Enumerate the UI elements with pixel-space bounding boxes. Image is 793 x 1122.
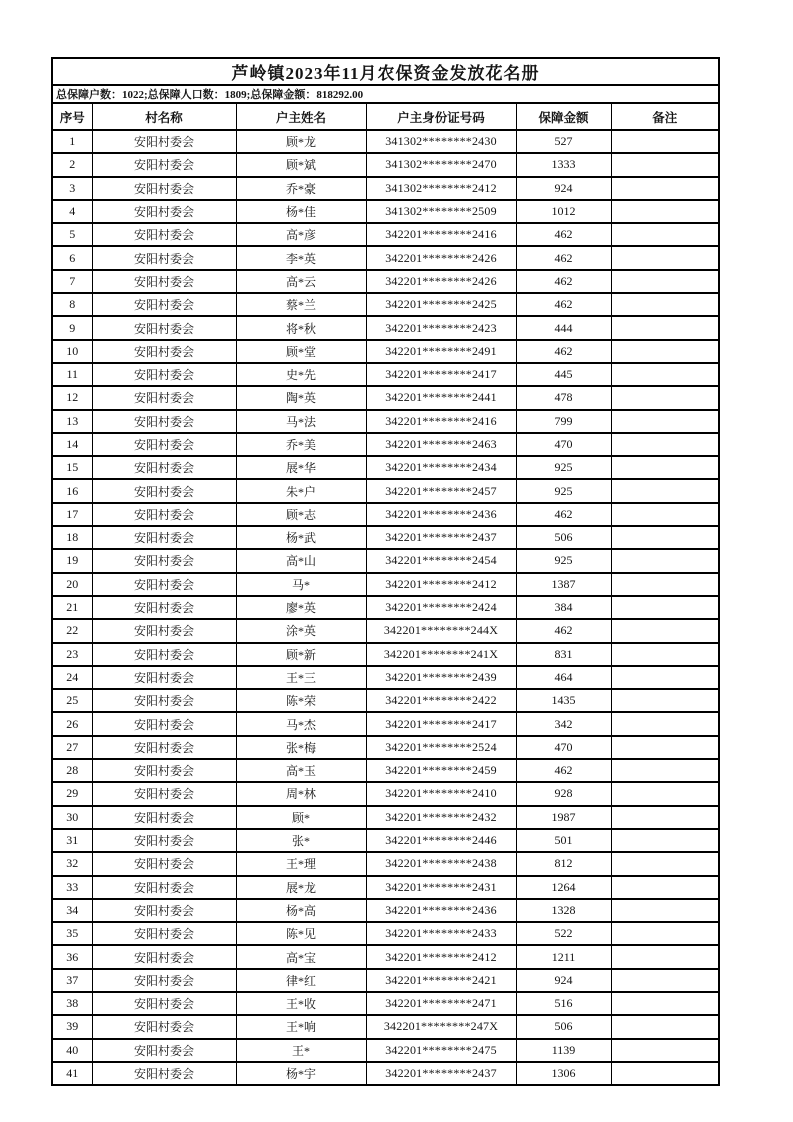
table-row xyxy=(52,386,719,409)
cell-amount: 522 xyxy=(516,922,611,945)
cell-name: 王*三 xyxy=(236,666,366,689)
header-id: 户主身份证号码 xyxy=(366,103,516,130)
table-row xyxy=(52,689,719,712)
cell-name: 顾*斌 xyxy=(236,153,366,176)
cell-village: 安阳村委会 xyxy=(92,246,236,269)
cell-amount: 478 xyxy=(516,386,611,409)
cell-remark xyxy=(611,945,719,968)
cell-amount: 462 xyxy=(516,759,611,782)
cell-remark xyxy=(611,153,719,176)
cell-id: 342201********2439 xyxy=(366,666,516,689)
cell-seq: 29 xyxy=(52,782,92,805)
cell-seq: 36 xyxy=(52,945,92,968)
cell-remark xyxy=(611,363,719,386)
cell-remark xyxy=(611,992,719,1015)
cell-village: 安阳村委会 xyxy=(92,992,236,1015)
cell-seq: 20 xyxy=(52,573,92,596)
table-row xyxy=(52,130,719,153)
table-row xyxy=(52,736,719,759)
cell-remark xyxy=(611,316,719,339)
cell-seq: 37 xyxy=(52,969,92,992)
cell-remark xyxy=(611,829,719,852)
cell-amount: 924 xyxy=(516,177,611,200)
cell-amount: 1139 xyxy=(516,1039,611,1062)
table-row xyxy=(52,596,719,619)
cell-amount: 812 xyxy=(516,852,611,875)
cell-village: 安阳村委会 xyxy=(92,386,236,409)
table-row xyxy=(52,1062,719,1085)
table-row xyxy=(52,1039,719,1062)
cell-name: 陶*英 xyxy=(236,386,366,409)
cell-name: 陈*见 xyxy=(236,922,366,945)
cell-village: 安阳村委会 xyxy=(92,456,236,479)
cell-village: 安阳村委会 xyxy=(92,759,236,782)
cell-remark xyxy=(611,549,719,572)
cell-seq: 11 xyxy=(52,363,92,386)
cell-amount: 462 xyxy=(516,270,611,293)
cell-id: 342201********2434 xyxy=(366,456,516,479)
table-row xyxy=(52,829,719,852)
cell-amount: 928 xyxy=(516,782,611,805)
cell-village: 安阳村委会 xyxy=(92,969,236,992)
cell-village: 安阳村委会 xyxy=(92,712,236,735)
cell-name: 高*山 xyxy=(236,549,366,572)
cell-name: 展*华 xyxy=(236,456,366,479)
cell-village: 安阳村委会 xyxy=(92,1015,236,1038)
cell-id: 342201********2437 xyxy=(366,526,516,549)
cell-remark xyxy=(611,666,719,689)
cell-amount: 1012 xyxy=(516,200,611,223)
table-row xyxy=(52,1015,719,1038)
cell-id: 342201********2426 xyxy=(366,270,516,293)
cell-name: 杨*佳 xyxy=(236,200,366,223)
cell-amount: 445 xyxy=(516,363,611,386)
cell-seq: 21 xyxy=(52,596,92,619)
cell-remark xyxy=(611,619,719,642)
cell-remark xyxy=(611,712,719,735)
cell-name: 杨*宇 xyxy=(236,1062,366,1085)
cell-name: 王*收 xyxy=(236,992,366,1015)
cell-id: 342201********2426 xyxy=(366,246,516,269)
cell-seq: 4 xyxy=(52,200,92,223)
cell-id: 342201********2437 xyxy=(366,1062,516,1085)
header-name: 户主姓名 xyxy=(236,103,366,130)
cell-seq: 19 xyxy=(52,549,92,572)
cell-id: 342201********2491 xyxy=(366,340,516,363)
cell-amount: 462 xyxy=(516,503,611,526)
cell-name: 高*彦 xyxy=(236,223,366,246)
cell-amount: 924 xyxy=(516,969,611,992)
cell-remark xyxy=(611,200,719,223)
cell-amount: 1306 xyxy=(516,1062,611,1085)
cell-id: 342201********2436 xyxy=(366,503,516,526)
cell-amount: 516 xyxy=(516,992,611,1015)
cell-amount: 1328 xyxy=(516,899,611,922)
cell-name: 顾*新 xyxy=(236,643,366,666)
cell-id: 342201********2416 xyxy=(366,223,516,246)
cell-id: 342201********2432 xyxy=(366,806,516,829)
cell-name: 马*法 xyxy=(236,410,366,433)
cell-id: 342201********247X xyxy=(366,1015,516,1038)
cell-village: 安阳村委会 xyxy=(92,410,236,433)
cell-amount: 527 xyxy=(516,130,611,153)
cell-village: 安阳村委会 xyxy=(92,806,236,829)
cell-id: 342201********2412 xyxy=(366,945,516,968)
header-village: 村名称 xyxy=(92,103,236,130)
table-row xyxy=(52,666,719,689)
cell-seq: 6 xyxy=(52,246,92,269)
cell-remark xyxy=(611,643,719,666)
cell-amount: 342 xyxy=(516,712,611,735)
cell-id: 342201********2446 xyxy=(366,829,516,852)
cell-village: 安阳村委会 xyxy=(92,945,236,968)
cell-amount: 462 xyxy=(516,223,611,246)
cell-name: 涂*英 xyxy=(236,619,366,642)
table-row xyxy=(52,433,719,456)
cell-seq: 14 xyxy=(52,433,92,456)
table-row xyxy=(52,526,719,549)
cell-seq: 34 xyxy=(52,899,92,922)
cell-id: 342201********244X xyxy=(366,619,516,642)
cell-amount: 1387 xyxy=(516,573,611,596)
cell-amount: 799 xyxy=(516,410,611,433)
cell-seq: 27 xyxy=(52,736,92,759)
cell-remark xyxy=(611,899,719,922)
cell-remark xyxy=(611,806,719,829)
cell-village: 安阳村委会 xyxy=(92,340,236,363)
cell-village: 安阳村委会 xyxy=(92,223,236,246)
cell-amount: 925 xyxy=(516,479,611,502)
table-row xyxy=(52,293,719,316)
cell-village: 安阳村委会 xyxy=(92,177,236,200)
cell-name: 顾*堂 xyxy=(236,340,366,363)
table-row xyxy=(52,782,719,805)
table-row xyxy=(52,410,719,433)
cell-seq: 40 xyxy=(52,1039,92,1062)
cell-amount: 925 xyxy=(516,456,611,479)
cell-remark xyxy=(611,736,719,759)
table-row xyxy=(52,316,719,339)
cell-id: 342201********2416 xyxy=(366,410,516,433)
cell-name: 周*林 xyxy=(236,782,366,805)
cell-name: 顾* xyxy=(236,806,366,829)
cell-remark xyxy=(611,177,719,200)
cell-seq: 17 xyxy=(52,503,92,526)
cell-village: 安阳村委会 xyxy=(92,666,236,689)
cell-name: 王*响 xyxy=(236,1015,366,1038)
table-row xyxy=(52,945,719,968)
cell-village: 安阳村委会 xyxy=(92,200,236,223)
cell-amount: 831 xyxy=(516,643,611,666)
cell-amount: 506 xyxy=(516,1015,611,1038)
cell-name: 廖*英 xyxy=(236,596,366,619)
cell-remark xyxy=(611,246,719,269)
cell-seq: 38 xyxy=(52,992,92,1015)
cell-name: 马*杰 xyxy=(236,712,366,735)
cell-name: 陈*荣 xyxy=(236,689,366,712)
cell-remark xyxy=(611,410,719,433)
cell-village: 安阳村委会 xyxy=(92,1039,236,1062)
cell-amount: 925 xyxy=(516,549,611,572)
cell-id: 342201********2441 xyxy=(366,386,516,409)
table-row xyxy=(52,992,719,1015)
cell-remark xyxy=(611,130,719,153)
cell-seq: 1 xyxy=(52,130,92,153)
cell-seq: 9 xyxy=(52,316,92,339)
cell-remark xyxy=(611,293,719,316)
cell-seq: 3 xyxy=(52,177,92,200)
cell-id: 342201********2425 xyxy=(366,293,516,316)
cell-id: 342201********2421 xyxy=(366,969,516,992)
cell-village: 安阳村委会 xyxy=(92,643,236,666)
cell-village: 安阳村委会 xyxy=(92,899,236,922)
cell-village: 安阳村委会 xyxy=(92,736,236,759)
header-amount: 保障金额 xyxy=(516,103,611,130)
cell-name: 律*红 xyxy=(236,969,366,992)
cell-village: 安阳村委会 xyxy=(92,270,236,293)
cell-amount: 506 xyxy=(516,526,611,549)
cell-remark xyxy=(611,573,719,596)
cell-remark xyxy=(611,759,719,782)
table-row xyxy=(52,340,719,363)
cell-remark xyxy=(611,526,719,549)
cell-seq: 18 xyxy=(52,526,92,549)
cell-remark xyxy=(611,223,719,246)
cell-id: 341302********2430 xyxy=(366,130,516,153)
cell-village: 安阳村委会 xyxy=(92,503,236,526)
cell-amount: 462 xyxy=(516,340,611,363)
cell-remark xyxy=(611,969,719,992)
cell-id: 342201********2454 xyxy=(366,549,516,572)
cell-name: 展*龙 xyxy=(236,876,366,899)
table-row xyxy=(52,852,719,875)
title-row xyxy=(52,58,719,85)
roster-table xyxy=(51,57,720,1086)
cell-id: 341302********2412 xyxy=(366,177,516,200)
cell-name: 张*梅 xyxy=(236,736,366,759)
cell-name: 杨*高 xyxy=(236,899,366,922)
cell-name: 高*宝 xyxy=(236,945,366,968)
cell-amount: 470 xyxy=(516,433,611,456)
table-row xyxy=(52,153,719,176)
cell-seq: 8 xyxy=(52,293,92,316)
cell-id: 342201********2417 xyxy=(366,712,516,735)
cell-id: 342201********2423 xyxy=(366,316,516,339)
cell-village: 安阳村委会 xyxy=(92,153,236,176)
table-row xyxy=(52,479,719,502)
table-row xyxy=(52,456,719,479)
cell-name: 乔*美 xyxy=(236,433,366,456)
cell-seq: 2 xyxy=(52,153,92,176)
cell-amount: 464 xyxy=(516,666,611,689)
cell-village: 安阳村委会 xyxy=(92,316,236,339)
cell-seq: 28 xyxy=(52,759,92,782)
cell-remark xyxy=(611,1039,719,1062)
cell-name: 王*理 xyxy=(236,852,366,875)
cell-seq: 31 xyxy=(52,829,92,852)
cell-amount: 1211 xyxy=(516,945,611,968)
cell-amount: 470 xyxy=(516,736,611,759)
cell-remark xyxy=(611,433,719,456)
cell-amount: 462 xyxy=(516,246,611,269)
table-row xyxy=(52,177,719,200)
cell-id: 341302********2509 xyxy=(366,200,516,223)
cell-name: 高*云 xyxy=(236,270,366,293)
cell-seq: 39 xyxy=(52,1015,92,1038)
cell-id: 342201********2459 xyxy=(366,759,516,782)
cell-id: 342201********2433 xyxy=(366,922,516,945)
cell-remark xyxy=(611,876,719,899)
cell-village: 安阳村委会 xyxy=(92,1062,236,1085)
page-title: 芦岭镇2023年11月农保资金发放花名册 xyxy=(52,58,719,85)
cell-seq: 26 xyxy=(52,712,92,735)
cell-id: 342201********2463 xyxy=(366,433,516,456)
cell-village: 安阳村委会 xyxy=(92,526,236,549)
cell-seq: 12 xyxy=(52,386,92,409)
table-row xyxy=(52,969,719,992)
cell-village: 安阳村委会 xyxy=(92,293,236,316)
cell-name: 马* xyxy=(236,573,366,596)
cell-id: 342201********2412 xyxy=(366,573,516,596)
table-row xyxy=(52,899,719,922)
cell-name: 高*玉 xyxy=(236,759,366,782)
cell-name: 朱*户 xyxy=(236,479,366,502)
cell-remark xyxy=(611,340,719,363)
cell-id: 342201********2410 xyxy=(366,782,516,805)
table-row xyxy=(52,549,719,572)
cell-village: 安阳村委会 xyxy=(92,876,236,899)
cell-village: 安阳村委会 xyxy=(92,573,236,596)
cell-village: 安阳村委会 xyxy=(92,782,236,805)
table-row xyxy=(52,806,719,829)
cell-amount: 384 xyxy=(516,596,611,619)
cell-seq: 22 xyxy=(52,619,92,642)
cell-remark xyxy=(611,689,719,712)
cell-id: 341302********2470 xyxy=(366,153,516,176)
cell-amount: 444 xyxy=(516,316,611,339)
cell-village: 安阳村委会 xyxy=(92,479,236,502)
cell-remark xyxy=(611,922,719,945)
cell-village: 安阳村委会 xyxy=(92,363,236,386)
table-row xyxy=(52,363,719,386)
cell-amount: 462 xyxy=(516,293,611,316)
table-row xyxy=(52,223,719,246)
table-row xyxy=(52,712,719,735)
cell-id: 342201********2438 xyxy=(366,852,516,875)
cell-name: 蔡*兰 xyxy=(236,293,366,316)
cell-seq: 24 xyxy=(52,666,92,689)
cell-village: 安阳村委会 xyxy=(92,549,236,572)
summary-row xyxy=(52,85,719,103)
cell-id: 342201********2471 xyxy=(366,992,516,1015)
cell-remark xyxy=(611,596,719,619)
cell-name: 顾*志 xyxy=(236,503,366,526)
table-row xyxy=(52,246,719,269)
cell-village: 安阳村委会 xyxy=(92,689,236,712)
cell-name: 王* xyxy=(236,1039,366,1062)
cell-seq: 25 xyxy=(52,689,92,712)
cell-remark xyxy=(611,386,719,409)
table-row xyxy=(52,643,719,666)
cell-seq: 32 xyxy=(52,852,92,875)
cell-id: 342201********2417 xyxy=(366,363,516,386)
header-seq: 序号 xyxy=(52,103,92,130)
cell-amount: 1987 xyxy=(516,806,611,829)
cell-name: 李*英 xyxy=(236,246,366,269)
cell-name: 将*秋 xyxy=(236,316,366,339)
cell-name: 顾*龙 xyxy=(236,130,366,153)
cell-id: 342201********2431 xyxy=(366,876,516,899)
cell-id: 342201********2424 xyxy=(366,596,516,619)
table-row xyxy=(52,573,719,596)
cell-remark xyxy=(611,479,719,502)
cell-remark xyxy=(611,782,719,805)
cell-seq: 15 xyxy=(52,456,92,479)
cell-village: 安阳村委会 xyxy=(92,433,236,456)
cell-amount: 1435 xyxy=(516,689,611,712)
cell-seq: 13 xyxy=(52,410,92,433)
cell-id: 342201********241X xyxy=(366,643,516,666)
cell-remark xyxy=(611,852,719,875)
summary-totals: 总保障户数：1022;总保障人口数：1809;总保障金额：818292.00 xyxy=(52,85,719,103)
cell-seq: 30 xyxy=(52,806,92,829)
cell-seq: 5 xyxy=(52,223,92,246)
cell-village: 安阳村委会 xyxy=(92,829,236,852)
cell-village: 安阳村委会 xyxy=(92,130,236,153)
table-row xyxy=(52,270,719,293)
cell-name: 史*先 xyxy=(236,363,366,386)
cell-id: 342201********2457 xyxy=(366,479,516,502)
header-remark: 备注 xyxy=(611,103,719,130)
table-row xyxy=(52,200,719,223)
cell-village: 安阳村委会 xyxy=(92,852,236,875)
cell-seq: 16 xyxy=(52,479,92,502)
cell-seq: 10 xyxy=(52,340,92,363)
table-row xyxy=(52,876,719,899)
cell-seq: 7 xyxy=(52,270,92,293)
cell-id: 342201********2422 xyxy=(366,689,516,712)
cell-id: 342201********2436 xyxy=(366,899,516,922)
cell-village: 安阳村委会 xyxy=(92,619,236,642)
cell-amount: 501 xyxy=(516,829,611,852)
cell-amount: 462 xyxy=(516,619,611,642)
cell-seq: 23 xyxy=(52,643,92,666)
cell-seq: 35 xyxy=(52,922,92,945)
cell-amount: 1264 xyxy=(516,876,611,899)
cell-id: 342201********2475 xyxy=(366,1039,516,1062)
cell-remark xyxy=(611,456,719,479)
cell-name: 张* xyxy=(236,829,366,852)
cell-name: 杨*武 xyxy=(236,526,366,549)
table-row xyxy=(52,922,719,945)
table-row xyxy=(52,619,719,642)
cell-seq: 33 xyxy=(52,876,92,899)
cell-name: 乔*豪 xyxy=(236,177,366,200)
cell-seq: 41 xyxy=(52,1062,92,1085)
header-row xyxy=(52,103,719,130)
cell-remark xyxy=(611,1062,719,1085)
cell-amount: 1333 xyxy=(516,153,611,176)
cell-remark xyxy=(611,270,719,293)
cell-remark xyxy=(611,503,719,526)
cell-id: 342201********2524 xyxy=(366,736,516,759)
table-row xyxy=(52,759,719,782)
table-row xyxy=(52,503,719,526)
cell-village: 安阳村委会 xyxy=(92,596,236,619)
cell-village: 安阳村委会 xyxy=(92,922,236,945)
cell-remark xyxy=(611,1015,719,1038)
